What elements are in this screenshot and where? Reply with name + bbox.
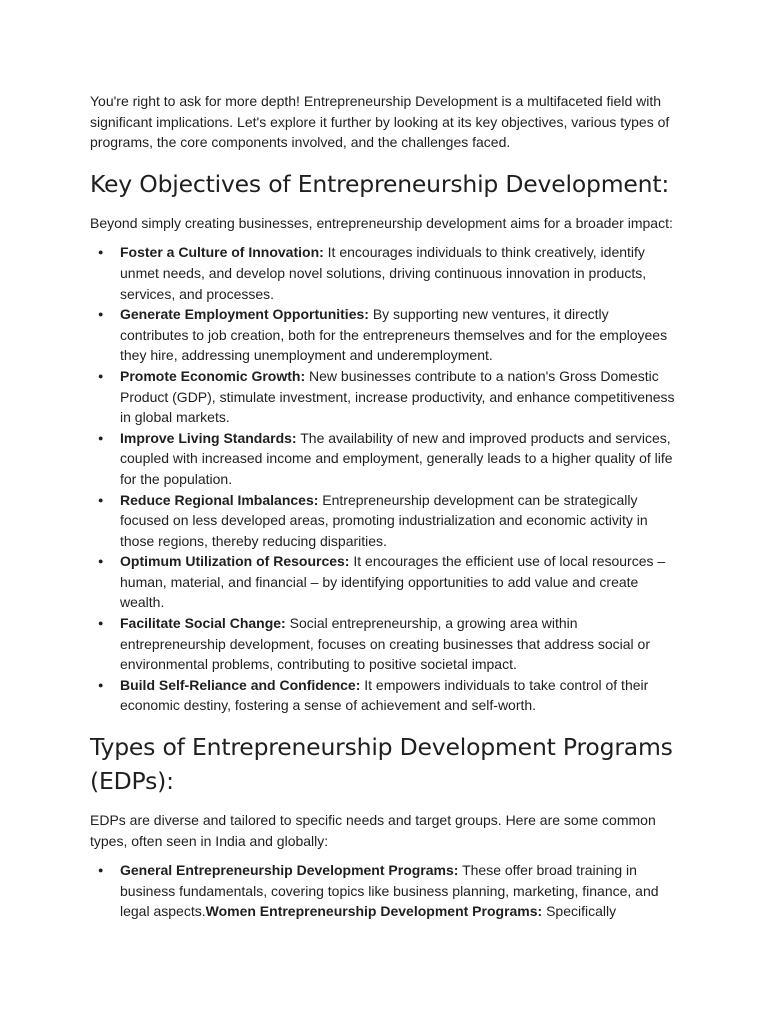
list-item-text: New businesses contribute to a nation's Gross Domestic Product (GDP), stimulate investment, increase productivity, and enhance competitiveness in global markets. bbox=[120, 367, 675, 426]
objectives-lead-paragraph: Beyond simply creating businesses, entrepreneurship development aims for a broader impact: bbox=[90, 214, 673, 231]
list-item-text: Specifically bbox=[542, 903, 617, 920]
list-item-text: These offer broad training in business fundamentals, covering topics like business planning, marketing, finance, and legal aspects. bbox=[120, 862, 659, 920]
list-item-title: Improve Living Standards: bbox=[120, 429, 297, 446]
heading-types-of-edps: Types of Entrepreneurship Development Programs (EDPs): bbox=[90, 733, 673, 796]
types-list bbox=[90, 860, 680, 922]
list-item-title: Facilitate Social Change: bbox=[120, 615, 286, 632]
objectives-list bbox=[90, 242, 680, 716]
list-item-text: It encourages the efficient use of local resources – human, material, and financial – by identifying opportunities to add value and create wealth. bbox=[120, 553, 666, 611]
list-item bbox=[90, 675, 680, 716]
types-lead-paragraph: EDPs are diverse and tailored to specific needs and target groups. Here are some common types, often seen in India and globally: bbox=[90, 812, 656, 849]
list-item-text: By supporting new ventures, it directly contributes to job creation, both for the entrepreneurs themselves and for the employees they hire, addressing unemployment and underemployment. bbox=[120, 306, 668, 364]
list-item-title: Women Entrepreneurship Development Programs: bbox=[205, 903, 543, 920]
list-item-title: Foster a Culture of Innovation: bbox=[120, 244, 324, 261]
list-item bbox=[90, 366, 680, 428]
list-item bbox=[90, 242, 680, 304]
list-item bbox=[90, 613, 680, 675]
document-page bbox=[90, 91, 680, 922]
list-item-text: Entrepreneurship development can be strategically focused on less developed areas, promoting industrialization and economic activity in those regions, thereby reducing disparities. bbox=[120, 491, 648, 549]
list-item bbox=[90, 304, 680, 366]
list-item-title: Generate Employment Opportunities: bbox=[120, 306, 369, 323]
list-item-text: Social entrepreneurship, a growing area within entrepreneurship development, focuses on creating businesses that address social or environmental problems, contributing to positive societal impact. bbox=[120, 615, 650, 673]
heading-key-objectives: Key Objectives of Entrepreneurship Development: bbox=[90, 169, 670, 198]
list-item-title: Build Self-Reliance and Confidence: bbox=[120, 676, 361, 693]
list-item bbox=[90, 490, 680, 552]
list-item-text: The availability of new and improved products and services, coupled with increased income and employment, generally leads to a higher quality of life for the population. bbox=[120, 429, 673, 487]
list-item-text: It empowers individuals to take control of their economic destiny, fostering a sense of achievement and self-worth. bbox=[120, 676, 649, 714]
list-item-title: Optimum Utilization of Resources: bbox=[120, 553, 350, 570]
list-item bbox=[90, 551, 680, 613]
list-item-text: It encourages individuals to think creatively, identify unmet needs, and develop novel solutions, driving continuous innovation in products, services, and processes. bbox=[120, 244, 647, 302]
list-item bbox=[90, 860, 680, 922]
intro-paragraph: You're right to ask for more depth! Entrepreneurship Development is a multifaceted field with significant implications. Let's explore it further by looking at its key objectives, various types of programs, the core components involved, and the challenges faced. bbox=[90, 93, 670, 151]
list-item-title: Reduce Regional Imbalances: bbox=[120, 491, 319, 508]
list-item-title: Promote Economic Growth: bbox=[120, 367, 306, 384]
list-item-title: General Entrepreneurship Development Programs: bbox=[120, 862, 459, 879]
list-item bbox=[90, 428, 680, 490]
